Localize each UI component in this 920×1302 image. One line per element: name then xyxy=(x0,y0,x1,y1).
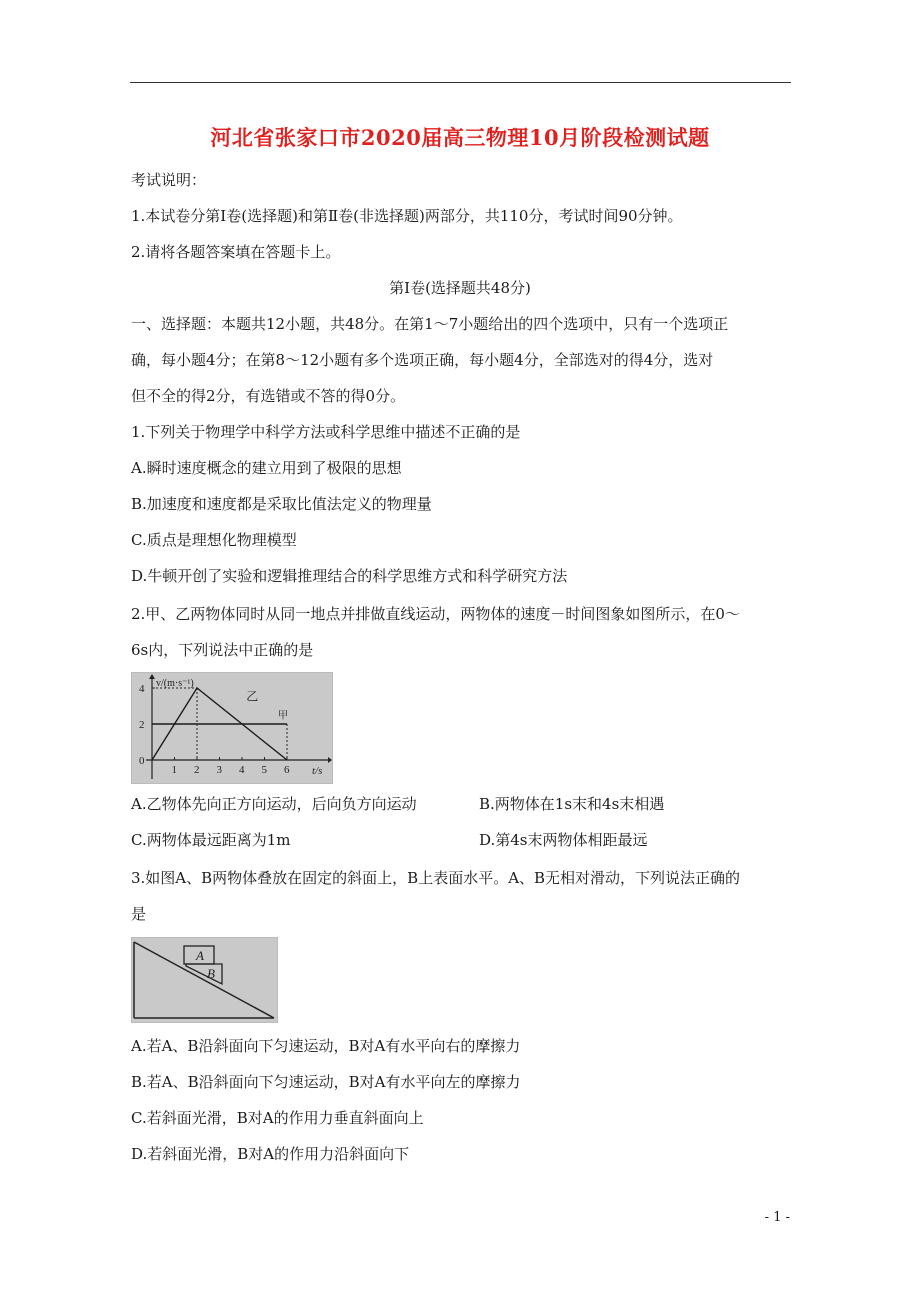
x-tick-label: 3 xyxy=(216,764,222,776)
header-rule xyxy=(130,82,791,83)
x-axis-arrow xyxy=(328,757,332,763)
x-tick-label: 2 xyxy=(194,764,200,776)
intro-item: 1.本试卷分第Ⅰ卷(选择题)和第Ⅱ卷(非选择题)两部分，共110分，考试时间90分钟。 xyxy=(131,207,683,225)
q1-option-c: C.质点是理想化物理模型 xyxy=(131,531,297,549)
x-axis-label: t/s xyxy=(312,765,323,777)
q3-option-c: C.若斜面光滑，B对A的作用力垂直斜面向上 xyxy=(131,1109,424,1127)
y-tick-label: 2 xyxy=(139,719,145,731)
q3-stem: 3.如图A、B两物体叠放在固定的斜面上，B上表面水平。A、B无相对滑动，下列说法正确的 xyxy=(131,869,741,887)
part-one-instructions: 确，每小题4分；在第8～12小题有多个选项正确，每小题4分，全部选对的得4分，选对 xyxy=(131,351,714,369)
series-label-yi: 乙 xyxy=(246,689,259,704)
x-tick-label: 4 xyxy=(239,764,245,776)
part-one-instructions: 一、选择题：本题共12小题，共48分。在第1～7小题给出的四个选项中，只有一个选项正 xyxy=(131,315,729,333)
y-axis-label: v/(m·s⁻¹) xyxy=(156,678,194,689)
q1-option-a: A.瞬时速度概念的建立用到了极限的思想 xyxy=(131,459,402,477)
section-title: 第Ⅰ卷(选择题共48分) xyxy=(389,279,531,297)
x-tick-label: 6 xyxy=(284,764,290,776)
velocity-time-chart xyxy=(131,672,333,784)
q1-stem: 1.下列关于物理学中科学方法或科学思维中描述不正确的是 xyxy=(131,423,521,441)
incline-slope xyxy=(134,942,274,1018)
q1-option-b: B.加速度和速度都是采取比值法定义的物理量 xyxy=(131,495,432,513)
q3-option-a: A.若A、B沿斜面向下匀速运动，B对A有水平向右的摩擦力 xyxy=(131,1037,521,1055)
x-tick-label: 5 xyxy=(261,764,267,776)
origin-label: 0 xyxy=(139,755,145,767)
q3-option-b: B.若A、B沿斜面向下匀速运动，B对A有水平向左的摩擦力 xyxy=(131,1073,521,1091)
q2-option-b: B.两物体在1s末和4s末相遇 xyxy=(479,795,665,813)
series-label-jia: 甲 xyxy=(278,710,288,722)
q2-option-d: D.第4s末两物体相距最远 xyxy=(479,831,648,849)
q2-stem: 2.甲、乙两物体同时从同一地点并排做直线运动，两物体的速度－时间图象如图所示，在0～ xyxy=(131,605,740,623)
incline-figure xyxy=(131,937,278,1023)
q2-option-a: A.乙物体先向正方向运动，后向负方向运动 xyxy=(131,795,417,813)
q2-stem: 6s内，下列说法中正确的是 xyxy=(131,641,314,659)
intro-item: 2.请将各题答案填在答题卡上。 xyxy=(131,243,341,261)
x-tick-label: 1 xyxy=(171,764,177,776)
page-title: 河北省张家口市2020届高三物理10月阶段检测试题 xyxy=(210,125,710,150)
block-a-label: A xyxy=(196,948,204,963)
block-b-label: B xyxy=(207,966,215,981)
q3-stem: 是 xyxy=(131,905,147,923)
part-one-instructions: 但不全的得2分，有选错或不答的得0分。 xyxy=(131,387,406,405)
q3-option-d: D.若斜面光滑，B对A的作用力沿斜面向下 xyxy=(131,1145,410,1163)
y-axis-arrow xyxy=(149,674,155,679)
q2-option-c: C.两物体最远距离为1m xyxy=(131,831,291,849)
page-number: - 1 - xyxy=(764,1210,790,1225)
y-tick-label: 4 xyxy=(139,683,145,695)
q1-option-d: D.牛顿开创了实验和逻辑推理结合的科学思维方式和科学研究方法 xyxy=(131,567,568,585)
intro-heading: 考试说明： xyxy=(131,171,207,189)
